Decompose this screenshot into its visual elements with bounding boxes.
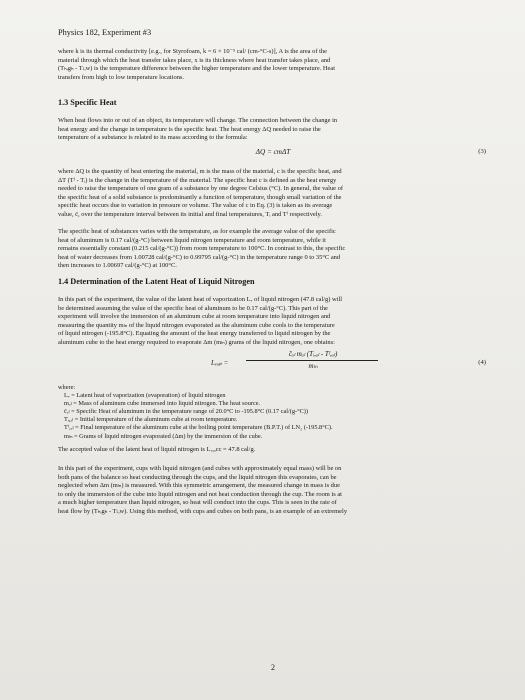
- text-line: where k is its thermal conductivity [e.g., for Styrofoam, k = 6 × 10⁻⁵ cal/ (cm-°C-s)], A is the area of the: [58, 48, 327, 55]
- latent-heat-paragraph-1: [58, 296, 488, 347]
- section-heading-specific-heat: 1.3 Specific Heat: [58, 98, 117, 107]
- fraction-bar: [246, 360, 378, 361]
- equation-4: [58, 350, 488, 380]
- definitions-block: [58, 384, 488, 441]
- text-line: value, c̄, over the temperature interval between its initial and final temperatures, Tᵢ and Tᶠ respectively.: [58, 210, 322, 218]
- text-line: transfers from high to low temperature locations.: [58, 73, 185, 81]
- text-line: The accepted value of the latent heat of liquid nitrogen is Lᵥ,ₐcc = 47.8 cal/g.: [58, 446, 256, 453]
- page-number: 2: [271, 663, 275, 672]
- text-line: the specific heat of a solid substance is predominantly a function of temperature, though small variation of the: [58, 193, 342, 201]
- text-line: In this part of the experiment, cups with liquid nitrogen (and cubes with approximately equal mass) will be on: [58, 465, 342, 472]
- definition-item: Tᶠ,ₐₗ = Final temperature of the aluminum cube at the boiling point temperature (B.P.T.) of LN₂ (-195.8°C).: [64, 424, 333, 432]
- text-line: be determined assuming the value of the specific heat of aluminum to be 0.17 cal/(g-°C). This part of the: [58, 304, 328, 312]
- text-line: When heat flows into or out of an object, its temperature will change. The connection between the change in: [58, 117, 338, 124]
- text-line: specific heat occurs due to variation in pressure or volume. The value of c in Eq. (3) is taken as its average: [58, 202, 333, 209]
- equation-denominator: mₗₙ: [308, 362, 318, 370]
- text-line: heat of water decreases from 1.00728 cal/(g-°C) to 0.99795 cal/(g-°C) in the temperature range 0 to 35°C and: [58, 253, 341, 261]
- text-line: then increases to 1.00697 cal/(g-°C) at 100°C.: [58, 262, 177, 269]
- text-line: needed to raise the temperature of one gram of a substance by one degree Celsius (°C). In general, the value of: [58, 185, 343, 192]
- text-line: both pans of the balance so heat conducting through the cups, and the liquid nitrogen this evaporates, can be: [58, 473, 337, 481]
- text-line: measuring the quantity mₗₙ of the liquid nitrogen evaporated as the aluminum cube cools to the temperature: [58, 321, 335, 329]
- text-line: a much higher temperature than liquid nitrogen, so heat will conduct into the cups. This is seen in the rate of: [58, 499, 337, 506]
- definition-item: mₐₗ = Mass of aluminum cube immersed into liquid nitrogen. The heat source.: [64, 400, 261, 408]
- text-line: of liquid nitrogen (-195.8°C). Equating the amount of the heat energy transferred to liquid nitrogen by the: [58, 330, 331, 337]
- text-line: heat flow by (Tₕᵢgₕ - Tₗₒw). Using this method, with cups and cubes on both pans, is an example of an extremely: [58, 507, 348, 515]
- text-line: ΔT (Tᶠ - Tᵢ) is the change in the temperature of the material. The specific heat c is defined as the heat energy: [58, 176, 337, 184]
- text-line: (Tₕᵢgₕ - Tₗₒw) is the temperature difference between the higher temperature and the lower temperature. Heat: [58, 65, 336, 72]
- text-line: heat of aluminum is 0.17 cal/(g-°C) between liquid nitrogen temperature and room temperature, while it: [58, 236, 326, 244]
- text-line: where ΔQ is the quantity of heat entering the material, m is the mass of the material, c is the specific heat, and: [58, 168, 342, 175]
- equation-lhs: Lᵥₐₚ =: [211, 359, 229, 367]
- definition-item: mₗₙ = Grams of liquid nitrogen evaporated (Δm) by the immersion of the cube.: [64, 432, 263, 440]
- text-line: to only the immersion of the cube into liquid nitrogen and not heat conduction through the cup. The room is at: [58, 490, 342, 498]
- text-line: aluminum cube to the heat energy required to evaporate Δm (mₗₙ) grams of the liquid nitrogen, one obtains:: [58, 338, 335, 346]
- definition-item: Lᵥ = Latent heat of vaporization (evaporation) of liquid nitrogen: [64, 392, 226, 400]
- section-heading-latent-heat: 1.4 Determination of the Latent Heat of Liquid Nitrogen: [58, 277, 255, 286]
- specific-heat-paragraph-3: [58, 228, 488, 271]
- specific-heat-paragraph-1: [58, 117, 488, 143]
- text-line: material through which the heat transfer takes place, x is its thickness where heat transfer takes place, and: [58, 56, 331, 64]
- text-line: neglected when Δm (mₗₙ) is measured. With this symmetric arrangement, the measured change in mass is due: [58, 482, 340, 489]
- latent-heat-paragraph-2: [58, 465, 488, 516]
- definition-item: c̄ₐₗ = Specific Heat of aluminum in the temperature range of 20.0°C to -195.8°C (0.17 cal/(g-°C)): [64, 408, 308, 416]
- text-line: experiment will involve the immersion of an aluminum cube at room temperature into liquid nitrogen and: [58, 313, 331, 320]
- specific-heat-paragraph-2: [58, 168, 488, 219]
- equation-numerator: c̄ₐₗ mₐₗ (Tᵢ,ₐₗ - Tᶠ,ₐₗ): [288, 350, 338, 358]
- intro-paragraph: [58, 48, 488, 82]
- definition-item: Tᵢ,ₐₗ = Initial temperature of the aluminum cube at room temperature.: [64, 416, 238, 424]
- text-line: temperature of a substance is related to its mass according to the formula:: [58, 134, 248, 141]
- page-header: Physics 182, Experiment #3: [58, 28, 152, 37]
- equation-number: (3): [478, 148, 486, 155]
- where-label: where:: [58, 384, 76, 391]
- text-line: In this part of the experiment, the value of the latent heat of vaporization Lᵥ of liquid nitrogen (47.8 cal/g) will: [58, 296, 342, 303]
- text-line: heat energy and the change in temperature is the specific heat. The heat energy ΔQ needed to raise the: [58, 125, 321, 133]
- equation-3: [58, 148, 488, 160]
- accepted-value-line: [58, 446, 488, 455]
- equation-number: (4): [478, 359, 486, 366]
- fraction: [58, 350, 488, 380]
- text-line: The specific heat of substances varies with the temperature, as for example the average value of the specific: [58, 228, 336, 235]
- equation-text: ΔQ = cmΔT: [255, 148, 291, 156]
- text-line: remains essentially constant (0.215 cal/(g-°C)) from room temperature to 100°C. In contrast to this, the specific: [58, 245, 346, 252]
